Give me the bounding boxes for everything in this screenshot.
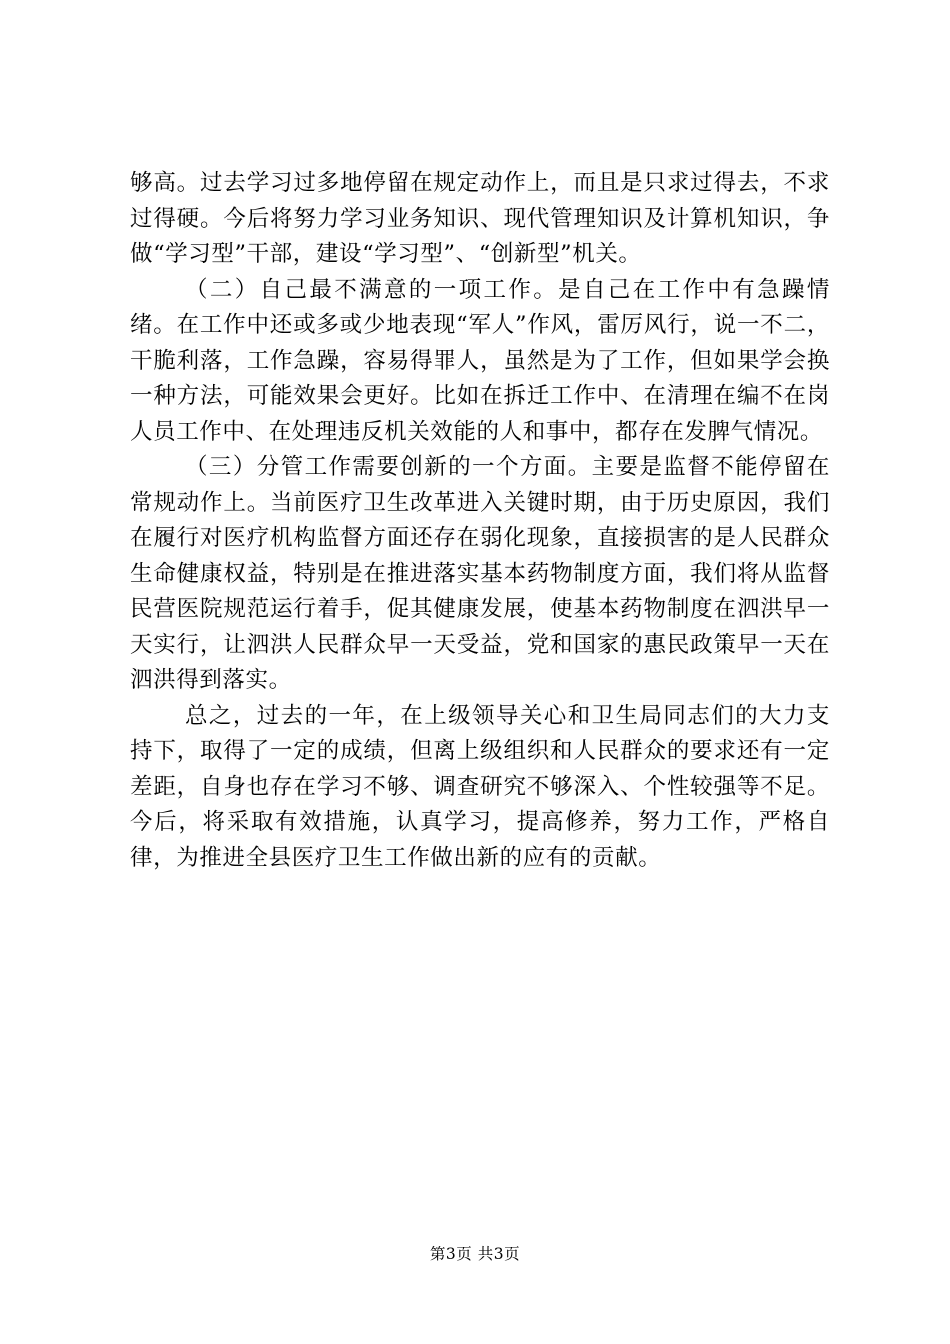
paragraph-summary: 总之，过去的一年，在上级领导关心和卫生局同志们的大力支持下，取得了一定的成绩，但离上级组织和人民群众的要求还有一定差距，自身也存在学习不够、调查研究不够深入、个性较强等不足。今后，将采取有效措施，认真学习，提高修养，努力工作，严格自律，为推进全县医疗卫生工作做出新的应有的贡献。 [130,702,830,871]
paragraph-innovation-area: （三）分管工作需要创新的一个方面。主要是监督不能停留在常规动作上。当前医疗卫生改革进入关键时期，由于历史原因，我们在履行对医疗机构监督方面还存在弱化现象，直接损害的是人民群众生命健康权益，特别是在推进落实基本药物制度方面，我们将从监督民营医院规范运行着手，促其健康发展，使基本药物制度在泗洪早一天实行，让泗洪人民群众早一天受益，党和国家的惠民政策早一天在泗洪得到落实。 [130,454,830,693]
paragraph-continuation: 够高。过去学习过多地停留在规定动作上，而且是只求过得去，不求过得硬。今后将努力学习业务知识、现代管理知识及计算机知识，争做“学习型”干部，建设“学习型”、“创新型”机关。 [130,170,830,267]
paragraph-least-satisfied-work: （二）自己最不满意的一项工作。是自己在工作中有急躁情绪。在工作中还或多或少地表现“军人”作风，雷厉风行，说一不二，干脆利落，工作急躁，容易得罪人，虽然是为了工作，但如果学会换一种方法，可能效果会更好。比如在拆迁工作中、在清理在编不在岗人员工作中、在处理违反机关效能的人和事中，都存在发脾气情况。 [130,276,830,445]
page-number-footer: 第3页 共3页 [429,1245,521,1263]
document-body [130,166,830,876]
